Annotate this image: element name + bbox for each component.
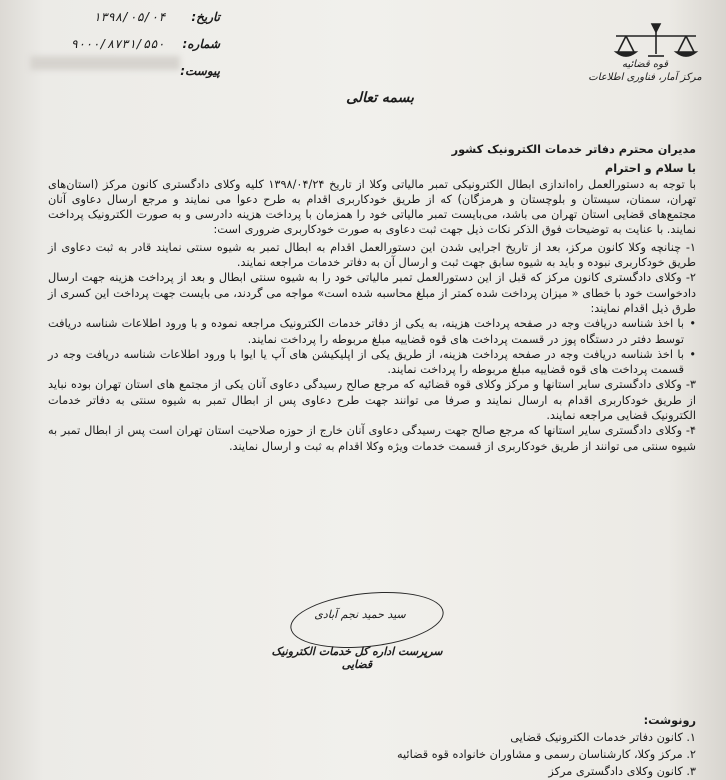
bullet-2: • با اخذ شناسه دریافت وجه در صفحه پرداخت هزینه، از طریق یکی از اپلیکیشن های آپ یا ایوا با ورود اطلاعات شناسه دریافت وجه در قسمت پرداخت های قوه قضاییه مبلغ مربوطه را پرداخت نمایند. — [48, 347, 696, 378]
organization-department: مرکز آمار، فناوری اطلاعات — [588, 72, 702, 83]
addressee: مدیران محترم دفاتر خدمات الکترونیک کشور — [451, 143, 696, 156]
attachment-label: پیوست: — [180, 64, 220, 78]
number-label: شماره: — [182, 37, 220, 51]
signatory-name: سید حمید نجم آبادی — [314, 608, 406, 621]
date-value: ۱۳۹۸/۰۵/۰۴ — [93, 10, 166, 24]
item-4: ۴- وکلای دادگستری سایر استانها که مرجع صالح جهت رسیدگی دعاوی آنان خارج از حوزه صلاحیت استان تهران است پس از ابطال تمبر به شیوه سنتی می توانند از طریق خودکاربری از قسمت خدمات ویژه وکلا اقدام به ثبت و ارسال نمایند. — [48, 424, 696, 453]
organization-name: قوه قضائیه — [621, 59, 669, 70]
organization-block — [580, 58, 710, 84]
cc-item: ۳. کانون وکلای دادگستری مرکز — [548, 765, 696, 778]
attachment-row — [150, 64, 220, 78]
date-row — [60, 10, 220, 24]
number-row — [30, 37, 220, 51]
letter-heading: بسمه تعالی — [346, 90, 414, 106]
letter-body — [48, 142, 696, 454]
date-label: تاریخ: — [191, 10, 220, 24]
cc-block — [300, 712, 696, 780]
intro-paragraph: با توجه به دستورالعمل راه‌اندازی ابطال الکترونیکی تمبر مالیاتی وکلا از تاریخ ۱۳۹۸/۰۴/۲۴ کلیه وکلای دادگستری کانون مرکز (استان‌های تهران، سمنان، سیستان و بلوچستان و هرمزگان) که از طریق خودکاربری اقدام به طرح دعوا می نمایند و مرجع ارسال دعاوی آنان مجتمع‌های قضایی استان تهران می باشد، می‌بایست تمبر مالیاتی خود را همزمان با پرداخت هزینه دادرسی و به صورت الکترونیک پرداخت نمایند. با عنایت به توضیحات فوق الذکر نکات ذیل جهت ثبت دعاوی به صورت خودکاربری ضروری است: — [48, 177, 696, 237]
cc-item: ۲. مرکز وکلا، کارشناسان رسمی و مشاوران خانواده قوه قضائیه — [396, 748, 696, 761]
cc-list — [300, 729, 696, 780]
number-value: ۹۰۰۰/۸۷۳۱/۵۵۰ — [70, 37, 165, 51]
signatory-title: سرپرست اداره کل خدمات الکترونیک قضایی — [271, 645, 443, 671]
cc-item: ۱. کانون دفاتر خدمات الکترونیک قضایی — [510, 731, 696, 744]
item-1: ۱- چنانچه وکلا کانون مرکز، بعد از تاریخ اجرایی شدن این دستورالعمل اقدام به ابطال تمبر به شیوه سنتی نمایند قادر به ثبت دعاوی از طریق خودکاربری نبوده و باید به شیوه سابق جهت ثبت و ارسال آن به دفاتر خدمات مراجعه نمایند. — [48, 240, 696, 270]
greeting: با سلام و احترام — [604, 162, 696, 176]
item-3: ۳- وکلای دادگستری سایر استانها و مرکز وکلای قوه قضائیه که مرجع صالح رسیدگی دعاوی آنان یکی از مجتمع های استان تهران بوده نباید از طریق خودکاربری اقدام به ارسال نمایند و صرفا می توانند جهت طرح دعاوی پس از ابطال تمبر به شیوه سنتی به دفاتر خدمات الکترونیک قضایی مراجعه نمایند. — [48, 378, 696, 423]
cc-title: رونوشت: — [643, 714, 696, 727]
bullet-1: • با اخذ شناسه دریافت وجه در صفحه پرداخت هزینه، به یکی از دفاتر خدمات الکترونیک مراجعه نموده و با ورود اطلاعات شناسه دریافت توسط دفتر در دستگاه پوز در قسمت پرداخت های قوه قضاییه مبلغ مربوطه را پرداخت نمایند. — [48, 316, 696, 347]
item-2: ۲- وکلای دادگستری کانون مرکز که قبل از این دستورالعمل تمبر مالیاتی خود را به شیوه سنتی ابطال و بعد از پرداخت هزینه جهت ارسال دادخواست خود با خطای « میزان پرداخت شده کمتر از مبلغ محاسبه شده است» مواجه می گردند، می بایست جهت پرداخت این کسری از طرق ذیل اقدام نمایند: — [48, 271, 696, 315]
